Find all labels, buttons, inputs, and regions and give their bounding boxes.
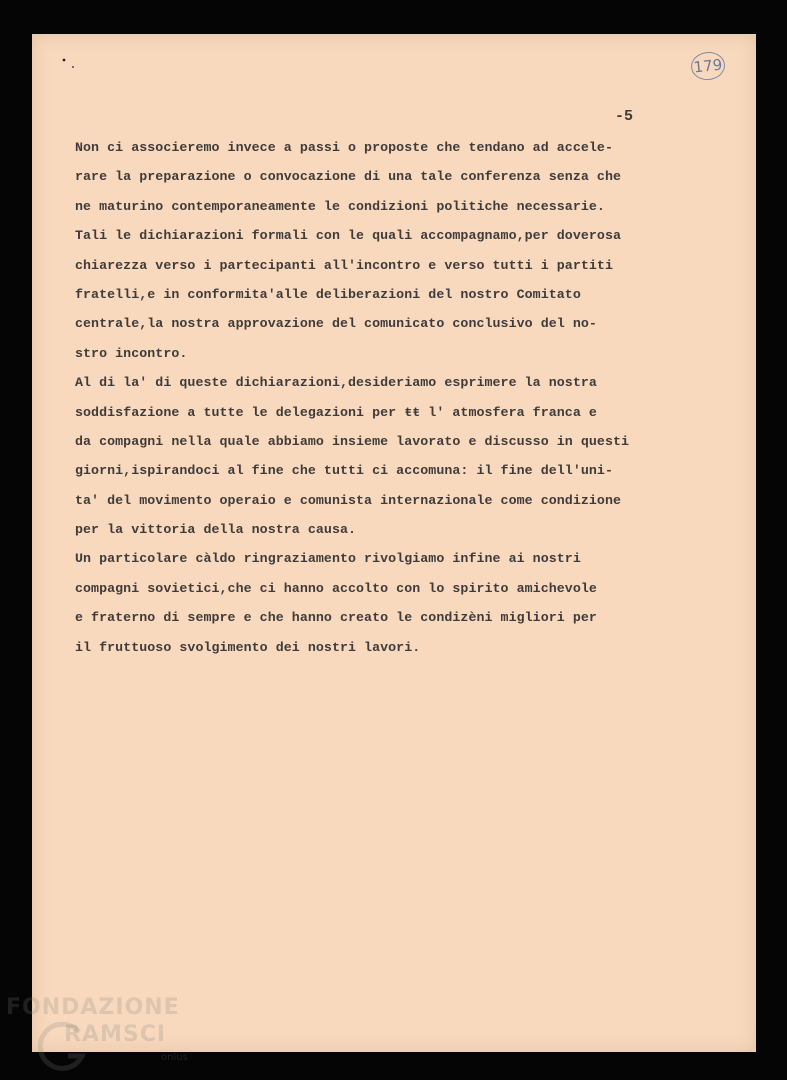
typed-text-body	[75, 133, 725, 662]
text-line: e fraterno di sempre e che hanno creato le condizèni migliori per	[75, 610, 597, 626]
text-line: giorni,ispirandoci al fine che tutti ci accomuna: il fine dell'uni-	[75, 463, 613, 479]
text-line: ta' del movimento operaio e comunista internazionale come condizione	[75, 492, 622, 508]
text-line: centrale,la nostra approvazione del comunicato conclusivo del no-	[75, 316, 597, 332]
text-line: da compagni nella quale abbiamo insieme lavorato e discusso in questi	[75, 433, 630, 449]
typewritten-page	[32, 34, 756, 1052]
foundation-watermark	[6, 995, 196, 1073]
text-line: rare la preparazione o convocazione di una tale conferenza senza che	[75, 169, 622, 185]
text-line: Non ci associeremo invece a passi o proposte che tendano ad accele-	[75, 140, 613, 155]
text-line: Tali le dichiarazioni formali con le quali accompagnamo,per doverosa	[75, 228, 622, 244]
ink-specks	[62, 58, 82, 78]
text-line: per la vittoria della nostra causa.	[75, 522, 357, 538]
text-line: stro incontro.	[75, 345, 188, 361]
text-line: fratelli,e in conformita'alle deliberazioni del nostro Comitato	[75, 286, 581, 302]
text-line: soddisfazione a tutte le delegazioni per ŧŧ l' atmosfera franca e	[75, 404, 597, 420]
watermark-line-1: FONDAZIONE	[6, 995, 180, 1020]
watermark-line-2: RAMSCI	[64, 1022, 167, 1047]
text-line: il fruttuoso svolgimento dei nostri lavori.	[75, 639, 421, 655]
page-number: -5	[615, 108, 634, 125]
watermark-subtitle: onlus	[161, 1052, 188, 1063]
text-line: compagni sovietici,che ci hanno accolto con lo spirito amichevole	[75, 580, 597, 596]
text-line: Un particolare càldo ringraziamento rivolgiamo infine ai nostri	[75, 551, 581, 567]
text-line: chiarezza verso i partecipanti all'incontro e verso tutti i partiti	[75, 257, 613, 273]
text-line: Al di la' di queste dichiarazioni,desideriamo esprimere la nostra	[75, 375, 597, 391]
text-line: ne maturino contemporaneamente le condizioni politiche necessarie.	[75, 198, 605, 214]
archive-page-number: 179	[690, 50, 727, 81]
